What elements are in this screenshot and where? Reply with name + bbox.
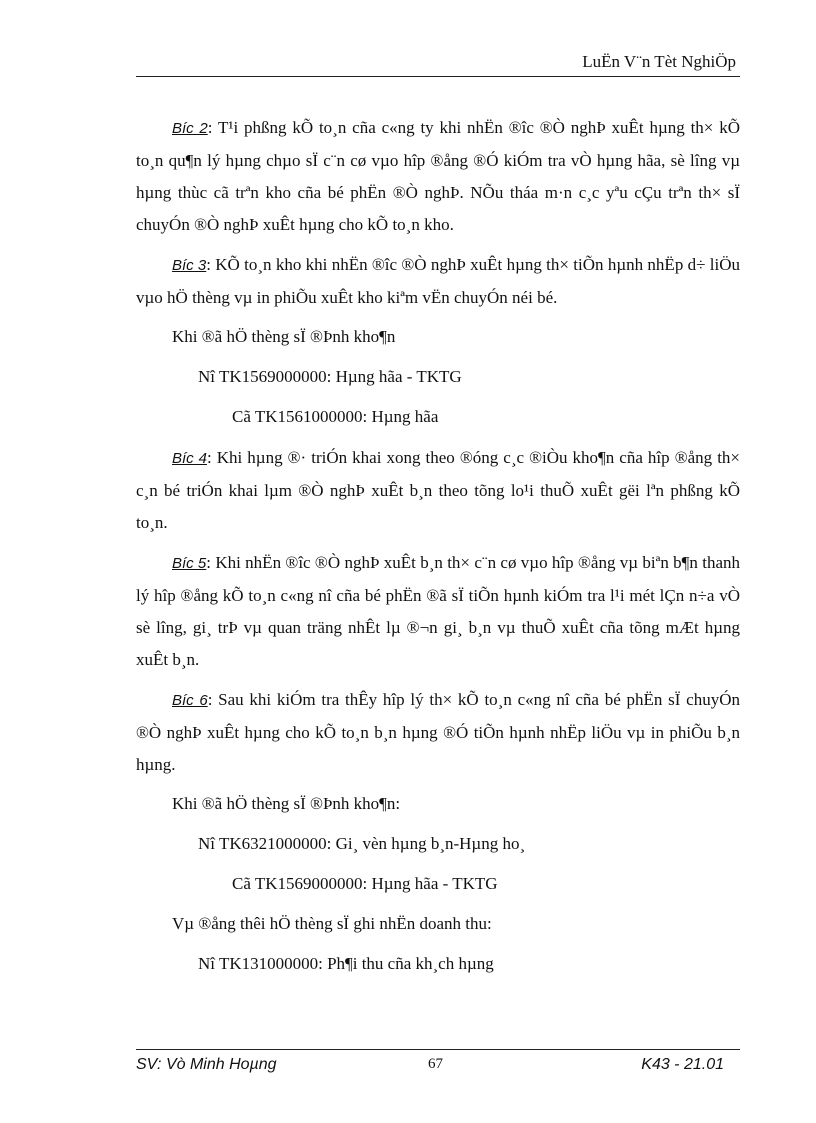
footer-page-number: 67	[428, 1056, 443, 1072]
entry-3-intro: Vµ ®ång thêi hÖ thèng sÏ ghi nhËn doanh thu:	[172, 914, 492, 933]
footer-class-code: K43 - 21.01	[641, 1056, 724, 1073]
step-2-paragraph	[136, 112, 740, 241]
step-5-label: Bíc 5	[172, 555, 207, 572]
page-header-title: LuËn V¨n Tèt NghiÖp	[582, 52, 736, 71]
entry-1-credit: Cã TK1561000000: Hµng hãa	[232, 407, 439, 426]
page-body	[136, 112, 740, 989]
header-divider	[136, 76, 740, 77]
entry-1-intro: Khi ®ã hÖ thèng sÏ ®Þnh kho¶n	[172, 327, 396, 346]
step-5-text: : Khi nhËn ®îc ®Ò nghÞ xuÊt b¸n th× c¨n cø vµo hîp ®ång vµ biªn b¶n thanh lý hîp ®ång kÕ to¸n c«ng nî cña bé phËn ®ã sÏ tiÕn hµnh kiÓm tra l¹i mét lÇn n÷a vÒ sè lîng, gi¸ trÞ vµ quan träng nhÊt lµ ®¬n gi¸ b¸n vµ thuÕ xuÊt cña tõng mÆt hµng xuÊt b¸n.	[136, 553, 740, 669]
entry-2-debit: Nî TK6321000000: Gi¸ vèn hµng b¸n-Hµng ho¸	[198, 834, 526, 853]
entry-3-debit: Nî TK131000000: Ph¶i thu cña kh¸ch hµng	[198, 954, 494, 973]
step-6-text: : Sau khi kiÓm tra thÊy hîp lý th× kÕ to¸n c«ng nî cña bé phËn sÏ chuyÓn ®Ò nghÞ xuÊt hµng cho kÕ to¸n b¸n hµng ®Ó tiÕn hµnh nhËp liÖu vµ in phiÕu b¸n hµng.	[136, 690, 740, 774]
entry-2-intro: Khi ®ã hÖ thèng sÏ ®Þnh kho¶n:	[172, 794, 401, 813]
step-4-paragraph	[136, 442, 740, 539]
step-3-label: Bíc 3	[172, 257, 207, 274]
step-2-text: : T¹i phßng kÕ to¸n cña c«ng ty khi nhËn ®îc ®Ò nghÞ xuÊt hµng th× kÕ to¸n qu¶n lý hµng chµo sÏ c¨n cø vµo hîp ®ång ®Ó kiÓm tra vÒ hµng hãa, sè lîng vµ hµng thùc cã trªn kho cña bé phËn ®Ò nghÞ. NÕu tháa m·n c¸c yªu cÇu trªn th× sÏ chuyÓn ®Ò nghÞ xuÊt hµng cho kÕ to¸n kho.	[136, 118, 740, 234]
footer-divider	[136, 1049, 740, 1050]
step-4-text: : Khi hµng ®· triÓn khai xong theo ®óng c¸c ®iÒu kho¶n cña hîp ®ång th× c¸n bé triÓn khai lµm ®Ò nghÞ xuÊt b¸n theo tõng lo¹i thuÕ xuÊt gëi lªn phßng kÕ to¸n.	[136, 448, 741, 532]
footer-student-name: SV: Vò Minh Hoµng	[136, 1056, 277, 1073]
step-5-paragraph	[136, 547, 740, 676]
step-3-text: : KÕ to¸n kho khi nhËn ®îc ®Ò nghÞ xuÊt hµng th× tiÕn hµnh nhËp d÷ liÖu vµo hÖ thèng vµ in phiÕu xuÊt kho kiªm vËn chuyÓn néi bé.	[136, 255, 740, 307]
step-2-label: Bíc 2	[172, 120, 208, 137]
step-4-label: Bíc 4	[172, 450, 207, 467]
step-6-label: Bíc 6	[172, 692, 208, 709]
step-3-paragraph	[136, 249, 740, 314]
step-6-paragraph	[136, 684, 740, 781]
entry-2-credit: Cã TK1569000000: Hµng hãa - TKTG	[232, 874, 498, 893]
entry-1-debit: Nî TK1569000000: Hµng hãa - TKTG	[198, 367, 462, 386]
